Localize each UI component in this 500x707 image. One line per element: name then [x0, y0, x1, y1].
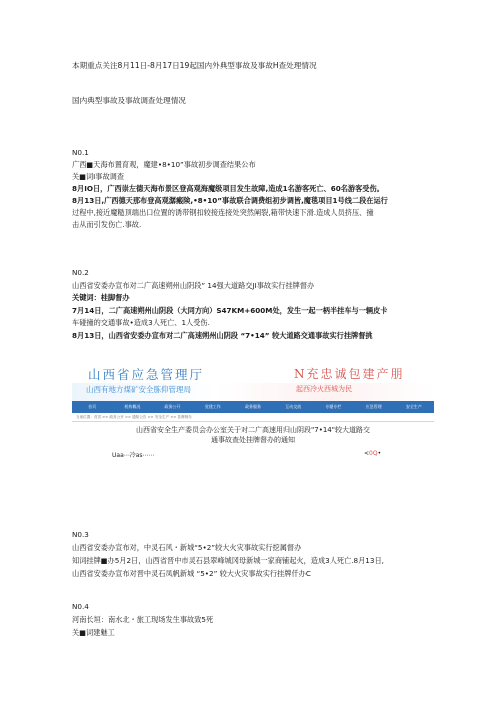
item-keywords: 关■词I事故调查 [72, 172, 125, 181]
item-keywords: 关键词：桂脚督办 [72, 293, 130, 302]
page-heading: 本期重点关注8月11日-8月17日19起国内外典型事故及事故H查处理情况 [72, 61, 317, 70]
item-title: 山西省安委办宣布对二广高速朔州山阴段” 14强大道路交JI事故实行挂牌督办 [72, 281, 315, 290]
nav-item: 安全生产 [405, 404, 422, 409]
item-body-line: 知词挂牌■办5月2日，山西省晋中市灵石县翠峰城冈母新城一家商铺起火，造成3人死亡.8月13日, [72, 556, 384, 565]
nav-item: 政务公开 [164, 404, 181, 409]
nav-item: 首页 [88, 404, 97, 409]
notice-title-line: 山西省安全生产委员会办公室关于对二广高速用归山阴段"7•14"较大道路交 [136, 426, 370, 434]
item-number: N0.4 [72, 602, 89, 611]
nav-item: 政务服务 [244, 404, 261, 409]
item-number: N0.2 [72, 268, 89, 277]
item-body-line: 7月14日，二广高速朔州山阴段（大同方向）S47KM+600M处，发生一起一柄半挂车与一辆皮卡 [72, 306, 388, 315]
divider [72, 421, 434, 422]
site-subname: 山西有地方煤矿安全胨仰管理局 [86, 385, 191, 394]
notice-title-line: 通事故查处挂牌督办的通知 [211, 436, 295, 444]
nav-item: 专题专栏 [325, 404, 342, 409]
breadcrumb: 当前位置：首页 >> 政务公开 >> 通知公告 >> 安全生产 >> 挂牌督办 [76, 415, 192, 419]
notice-title [72, 425, 434, 445]
site-slogan: N充忠诚包建产朋 [294, 367, 405, 381]
notice-meta: Uaa⋯冷as⋯⋯ [112, 452, 155, 459]
item-body-line: 击从而引发伤亡.事故. [72, 220, 142, 229]
item-title: 广西■天海布置育观，魔建•8•10”事故初步调查结果公布 [72, 160, 256, 169]
notice-meta-right [364, 450, 381, 457]
nav-item: 机构概况 [124, 404, 141, 409]
nav-item: 应急管理 [365, 404, 382, 409]
item-title: 山西省安委办宣布对，中灵石风・新城“5•2”较大火灾事故实行挖属督办 [72, 543, 302, 552]
section-heading: 国内典型事故及事故调查处理情况 [72, 96, 186, 105]
item-body-line: 山西省安委办宣布对晋中灵石凤帆新城 “5•2” 较大火灾事故实行挂牌仟办C [72, 569, 311, 578]
site-name: 山西省应急管理厅 [88, 367, 205, 382]
embedded-screenshot [72, 361, 434, 461]
item-body-line: 过程中,接近魔糙顶端出口位置的诱带钢扣较接连接处突然阐裂,箱带快速下滑.造成人员挤压、撞 [72, 208, 374, 217]
site-nav-bar [72, 401, 434, 413]
item-body-line: 8月13日,广西德天那布登高观潺瘢険,•8•10”事故联合调费组初步调皆,魔毯项目1号线二段在运行 [72, 196, 388, 205]
item-body-line: 8月IO日，广西崇左德天海布景区登高观海魔级项目发生故障,造成1名游客死亡、60名游客受伤。 [72, 184, 384, 193]
item-title: 河南长垣：南水北・旅工现场发生事故致5死 [72, 615, 214, 624]
item-body-line: 8月13日，山西省安委办宣布对二广高速朔州山阴段 “7•14” 较大道路交通事故实行挂牌督挑 [72, 331, 373, 340]
item-number: N0.1 [72, 148, 89, 157]
nav-item: 党建工作 [204, 404, 221, 409]
meta-suffix: • [377, 450, 382, 457]
site-banner [72, 361, 434, 401]
item-body-line: 车碰撞的交通事故•造成3人死亡、1人受伤. [72, 318, 210, 327]
nav-item: 互动交流 [285, 404, 302, 409]
meta-highlight: 0Q [369, 450, 378, 457]
meta-prefix: < [364, 450, 370, 457]
item-number: N0.3 [72, 530, 89, 539]
site-slogan-sub: 起西冷火西城为民 [296, 385, 352, 393]
item-keywords: 关■词建魅工 [72, 628, 115, 637]
